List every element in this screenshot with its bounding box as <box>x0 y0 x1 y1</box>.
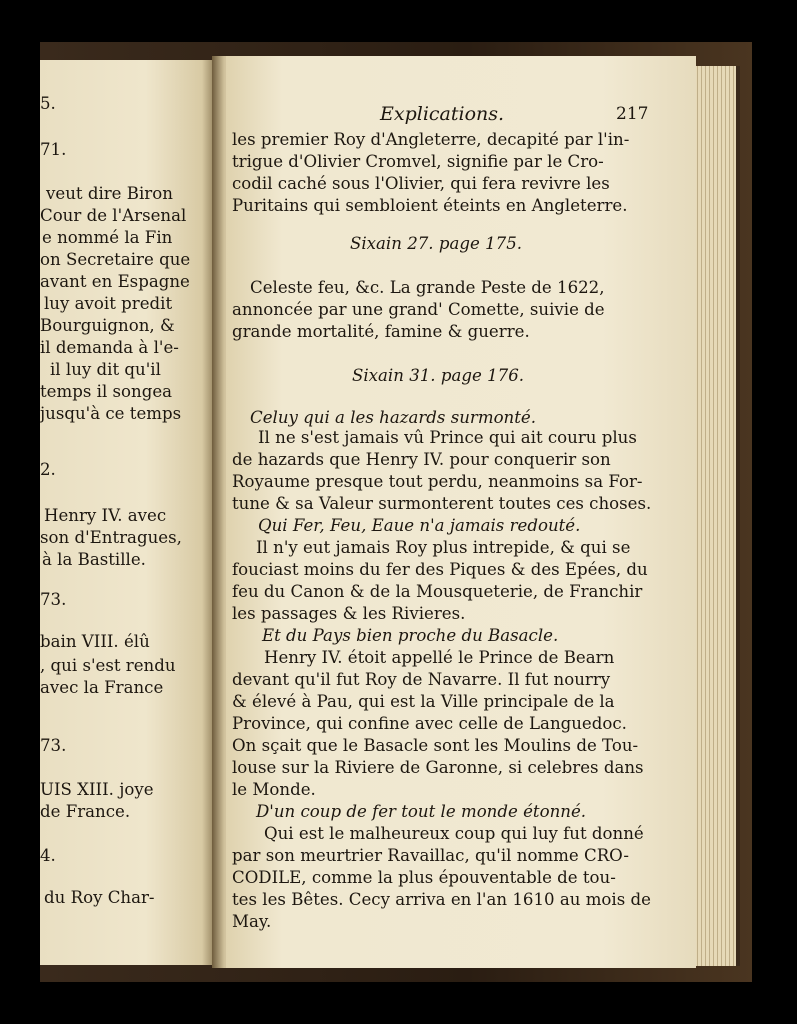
left-line: 73. <box>40 590 67 609</box>
text-line: trigue d'Olivier Cromvel, signifie par le Cro- <box>232 152 604 171</box>
left-line: Cour de l'Arsenal <box>40 206 187 225</box>
left-line: veut dire Biron <box>46 184 173 203</box>
text-line: le Monde. <box>232 780 316 799</box>
left-line: du Roy Char- <box>44 888 155 907</box>
section-heading: Sixain 31. page 176. <box>352 366 525 385</box>
text-line: Qui est le malheureux coup qui luy fut donné <box>264 824 644 843</box>
text-line: CODILE, comme la plus épouventable de tou- <box>232 868 616 887</box>
text-line: codil caché sous l'Olivier, qui fera revivre les <box>232 174 610 193</box>
text-line: Celeste feu, &c. La grande Peste de 1622, <box>250 278 605 297</box>
left-line: de France. <box>40 802 131 821</box>
text-line: tes les Bêtes. Cecy arriva en l'an 1610 au mois de <box>232 890 651 909</box>
quote-line: Qui Fer, Feu, Eaue n'a jamais redouté. <box>258 516 581 535</box>
left-line: avec la France <box>40 678 164 697</box>
left-line: 2. <box>40 460 56 479</box>
left-line: UIS XIII. joye <box>40 780 154 799</box>
left-line: il luy dit qu'il <box>50 360 161 379</box>
left-line: avant en Espagne <box>40 272 190 291</box>
text-line: tune & sa Valeur surmonterent toutes ces choses. <box>232 494 652 513</box>
left-line: Henry IV. avec <box>44 506 167 525</box>
running-header: Explications. <box>380 103 505 125</box>
text-line: Henry IV. étoit appellé le Prince de Bearn <box>264 648 615 667</box>
text-line: les premier Roy d'Angleterre, decapité par l'in- <box>232 130 630 149</box>
left-line: 71. <box>40 140 67 159</box>
text-line: Puritains qui sembloient éteints en Angleterre. <box>232 196 628 215</box>
text-line: grande mortalité, famine & guerre. <box>232 322 530 341</box>
left-line: 5. <box>40 94 56 113</box>
left-line: bain VIII. élû <box>40 632 150 651</box>
text-line: May. <box>232 912 272 931</box>
left-line: 73. <box>40 736 67 755</box>
left-line: il demanda à l'e- <box>40 338 179 357</box>
quote-line: D'un coup de fer tout le monde étonné. <box>256 802 587 821</box>
text-line: louse sur la Riviere de Garonne, si celebres dans <box>232 758 644 777</box>
right-page <box>226 56 696 968</box>
text-line: On sçait que le Basacle sont les Moulins de Tou- <box>232 736 639 755</box>
text-line: par son meurtrier Ravaillac, qu'il nomme CRO- <box>232 846 630 865</box>
text-line: feu du Canon & de la Mousqueterie, de Franchir <box>232 582 643 601</box>
text-line: les passages & les Rivieres. <box>232 604 466 623</box>
text-line: annoncée par une grand' Comette, suivie de <box>232 300 605 319</box>
text-line: Il n'y eut jamais Roy plus intrepide, & qui se <box>256 538 631 557</box>
page-number: 217 <box>616 104 649 124</box>
left-line: jusqu'à ce temps <box>40 404 182 423</box>
quote-line: Et du Pays bien proche du Basacle. <box>262 626 559 645</box>
left-line: , qui s'est rendu <box>40 656 176 675</box>
page-edges <box>690 66 740 966</box>
left-page <box>40 60 216 965</box>
quote-line: Celuy qui a les hazards surmonté. <box>250 408 537 427</box>
left-line: e nommé la Fin <box>42 228 173 247</box>
text-line: fouciast moins du fer des Piques & des Epées, du <box>232 560 648 579</box>
left-line: à la Bastille. <box>42 550 146 569</box>
text-line: de hazards que Henry IV. pour conquerir son <box>232 450 611 469</box>
text-line: Royaume presque tout perdu, neanmoins sa For- <box>232 472 643 491</box>
text-line: & élevé à Pau, qui est la Ville principale de la <box>232 692 615 711</box>
left-line: Bourguignon, & <box>40 316 175 335</box>
left-line: son d'Entragues, <box>40 528 182 547</box>
text-line: Il ne s'est jamais vû Prince qui ait couru plus <box>258 428 637 447</box>
section-heading: Sixain 27. page 175. <box>350 234 523 253</box>
left-line: luy avoit predit <box>44 294 173 313</box>
left-line: temps il songea <box>40 382 173 401</box>
text-line: devant qu'il fut Roy de Navarre. Il fut nourry <box>232 670 611 689</box>
text-line: Province, qui confine avec celle de Languedoc. <box>232 714 627 733</box>
left-line: 4. <box>40 846 56 865</box>
left-line: on Secretaire que <box>40 250 191 269</box>
